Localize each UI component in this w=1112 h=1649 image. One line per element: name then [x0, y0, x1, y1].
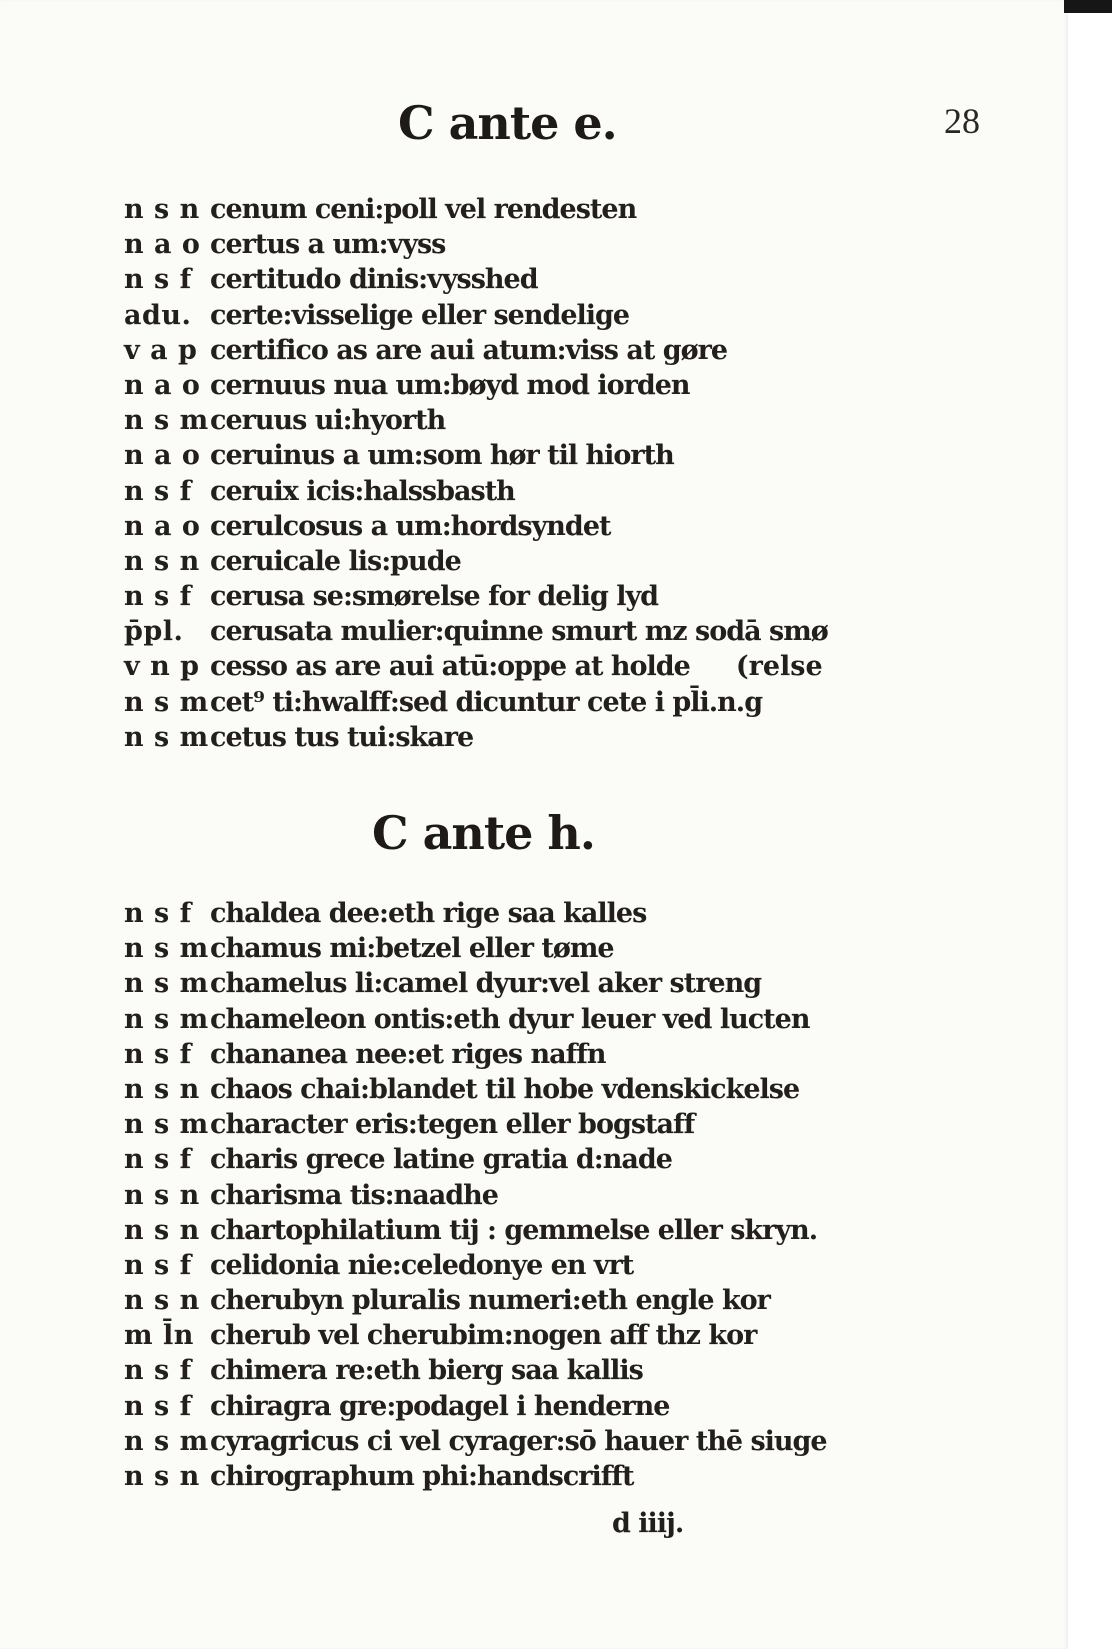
dictionary-entry [124, 194, 828, 229]
entry-text: cherub vel cherubim:nogen aff thz kor [210, 1320, 757, 1352]
dictionary-entry [124, 511, 828, 546]
dictionary-entry [124, 335, 828, 370]
dictionary-entry [124, 581, 828, 616]
grammar-code: n s m [124, 1003, 209, 1035]
entry-text: chamus mi:betzel eller tøme [210, 933, 614, 965]
dictionary-entry [124, 300, 828, 335]
grammar-code: n s n [124, 1461, 200, 1492]
grammar-code: n s f [124, 1144, 192, 1176]
dictionary-entry [124, 1250, 827, 1285]
grammar-code: n a o [124, 440, 201, 472]
grammar-code: n s f [124, 898, 192, 929]
grammar-code: n s m [124, 721, 209, 753]
entry-text: chananea nee:et riges naffn [210, 1038, 606, 1070]
grammar-code: n a o [124, 510, 201, 542]
grammar-code: n a o [124, 229, 201, 261]
grammar-code: n s m [124, 1425, 209, 1457]
printer-signature-mark: d iiij. [612, 1508, 684, 1539]
entry-text: cerusa se:smørelse for delig lyd [210, 581, 659, 613]
entry-text: cherubyn pluralis numeri:eth engle kor [210, 1285, 770, 1317]
grammar-code: n s f [124, 1249, 192, 1281]
entry-text: cerulcosus a um:hordsyndet [210, 510, 611, 542]
grammar-code: n s f [124, 264, 192, 296]
entry-text: chiragra gre:podagel i henderne [210, 1390, 670, 1422]
entry-text: charisma tis:naadhe [210, 1179, 498, 1211]
section-heading-c-ante-h: C ante h. [372, 806, 595, 860]
entry-text: ceruinus a um:som hør til hiorth [210, 440, 674, 472]
entry-text: ceruicale lis:pude [210, 545, 461, 577]
dictionary-entry [124, 651, 828, 686]
entry-text: cet⁹ ti:hwalff:sed dicuntur cete i pl̄i.n.g [210, 686, 763, 718]
entry-text: chirographum phi:handscrifft [210, 1461, 634, 1492]
dictionary-entry [124, 722, 828, 757]
dictionary-entry [124, 1074, 827, 1109]
grammar-code: n s n [124, 1179, 200, 1211]
entry-list-c-ante-e [124, 194, 828, 757]
entry-text: certe:visselige eller sendelige [210, 299, 630, 331]
entry-text: cesso as are aui atū:oppe at holde [210, 651, 690, 683]
entry-text: cyragricus ci vel cyrager:sō hauer thē siuge [210, 1425, 827, 1457]
dictionary-entry [124, 1285, 827, 1320]
grammar-code: v a p [124, 334, 198, 366]
entry-text: ceruix icis:halssbasth [210, 475, 515, 507]
dictionary-entry [124, 1391, 827, 1426]
grammar-code: adu. [124, 299, 192, 331]
dictionary-entry [124, 1004, 827, 1039]
dictionary-entry [124, 546, 828, 581]
grammar-code: n s n [124, 1285, 200, 1317]
dictionary-entry [124, 1355, 827, 1390]
scan-margin [1068, 0, 1112, 1649]
grammar-code: m l̄n [124, 1320, 194, 1352]
dictionary-entry [124, 476, 828, 511]
grammar-code: n s n [124, 545, 200, 577]
entry-text: chartophilatium tij : gemmelse eller skryn. [210, 1214, 818, 1246]
grammar-code: n s n [124, 194, 200, 225]
entry-text: charis grece latine gratia d:nade [210, 1144, 672, 1176]
entry-text: cenum ceni:poll vel rendesten [210, 194, 637, 225]
grammar-code: n s f [124, 1038, 192, 1070]
entry-text: chimera re:eth bierg saa kallis [210, 1355, 643, 1387]
entry-text: celidonia nie:celedonye en vrt [210, 1249, 634, 1281]
entry-text: chameleon ontis:eth dyur leuer ved lucten [210, 1003, 810, 1035]
dictionary-entry [124, 264, 828, 299]
entry-text: cernuus nua um:bøyd mod iorden [210, 369, 690, 401]
entry-text: cetus tus tui:skare [210, 721, 474, 753]
entry-text: certitudo dinis:vysshed [210, 264, 538, 296]
entry-text: character eris:tegen eller bogstaff [210, 1109, 695, 1141]
dictionary-entry [124, 616, 828, 651]
grammar-code: n s f [124, 1355, 192, 1387]
dictionary-entry [124, 229, 828, 264]
grammar-code: n s n [124, 1214, 200, 1246]
dictionary-entry [124, 1039, 827, 1074]
dictionary-entry [124, 405, 828, 440]
grammar-code: n s m [124, 1109, 209, 1141]
entry-continuation-note: (relse [735, 651, 823, 683]
dictionary-entry [124, 1426, 827, 1461]
entry-list-c-ante-h [124, 898, 827, 1496]
entry-text: ceruus ui:hyorth [210, 405, 446, 437]
dictionary-entry [124, 1180, 827, 1215]
dictionary-entry [124, 968, 827, 1003]
dictionary-entry [124, 1215, 827, 1250]
grammar-code: n a o [124, 369, 201, 401]
grammar-code: n s m [124, 933, 209, 965]
grammar-code: n s m [124, 405, 209, 437]
dictionary-entry [124, 1144, 827, 1179]
grammar-code: v n p [124, 651, 200, 683]
entry-text: chaldea dee:eth rige saa kalles [210, 898, 647, 929]
dictionary-entry [124, 1461, 827, 1496]
dictionary-entry [124, 933, 827, 968]
section-heading-c-ante-e: C ante e. [398, 96, 617, 150]
entry-text: chaos chai:blandet til hobe vdenskickelse [210, 1073, 800, 1105]
dictionary-entry [124, 1320, 827, 1355]
grammar-code: n s m [124, 968, 209, 1000]
page-number: 28 [944, 101, 980, 141]
grammar-code: n s f [124, 581, 192, 613]
grammar-code: n s f [124, 1390, 192, 1422]
dictionary-entry [124, 370, 828, 405]
grammar-code: n s f [124, 475, 192, 507]
entry-text: certus a um:vyss [210, 229, 446, 261]
scan-corner-mark [1064, 0, 1112, 13]
entry-text: cerusata mulier:quinne smurt mz sodā smø [210, 616, 828, 648]
grammar-code: p̄pl. [124, 616, 184, 648]
entry-text: chamelus li:camel dyur:vel aker streng [210, 968, 762, 1000]
dictionary-entry [124, 1109, 827, 1144]
dictionary-entry [124, 687, 828, 722]
dictionary-entry [124, 440, 828, 475]
grammar-code: n s n [124, 1073, 200, 1105]
dictionary-entry [124, 898, 827, 933]
entry-text: certifico as are aui atum:viss at gøre [210, 334, 728, 366]
grammar-code: n s m [124, 686, 209, 718]
